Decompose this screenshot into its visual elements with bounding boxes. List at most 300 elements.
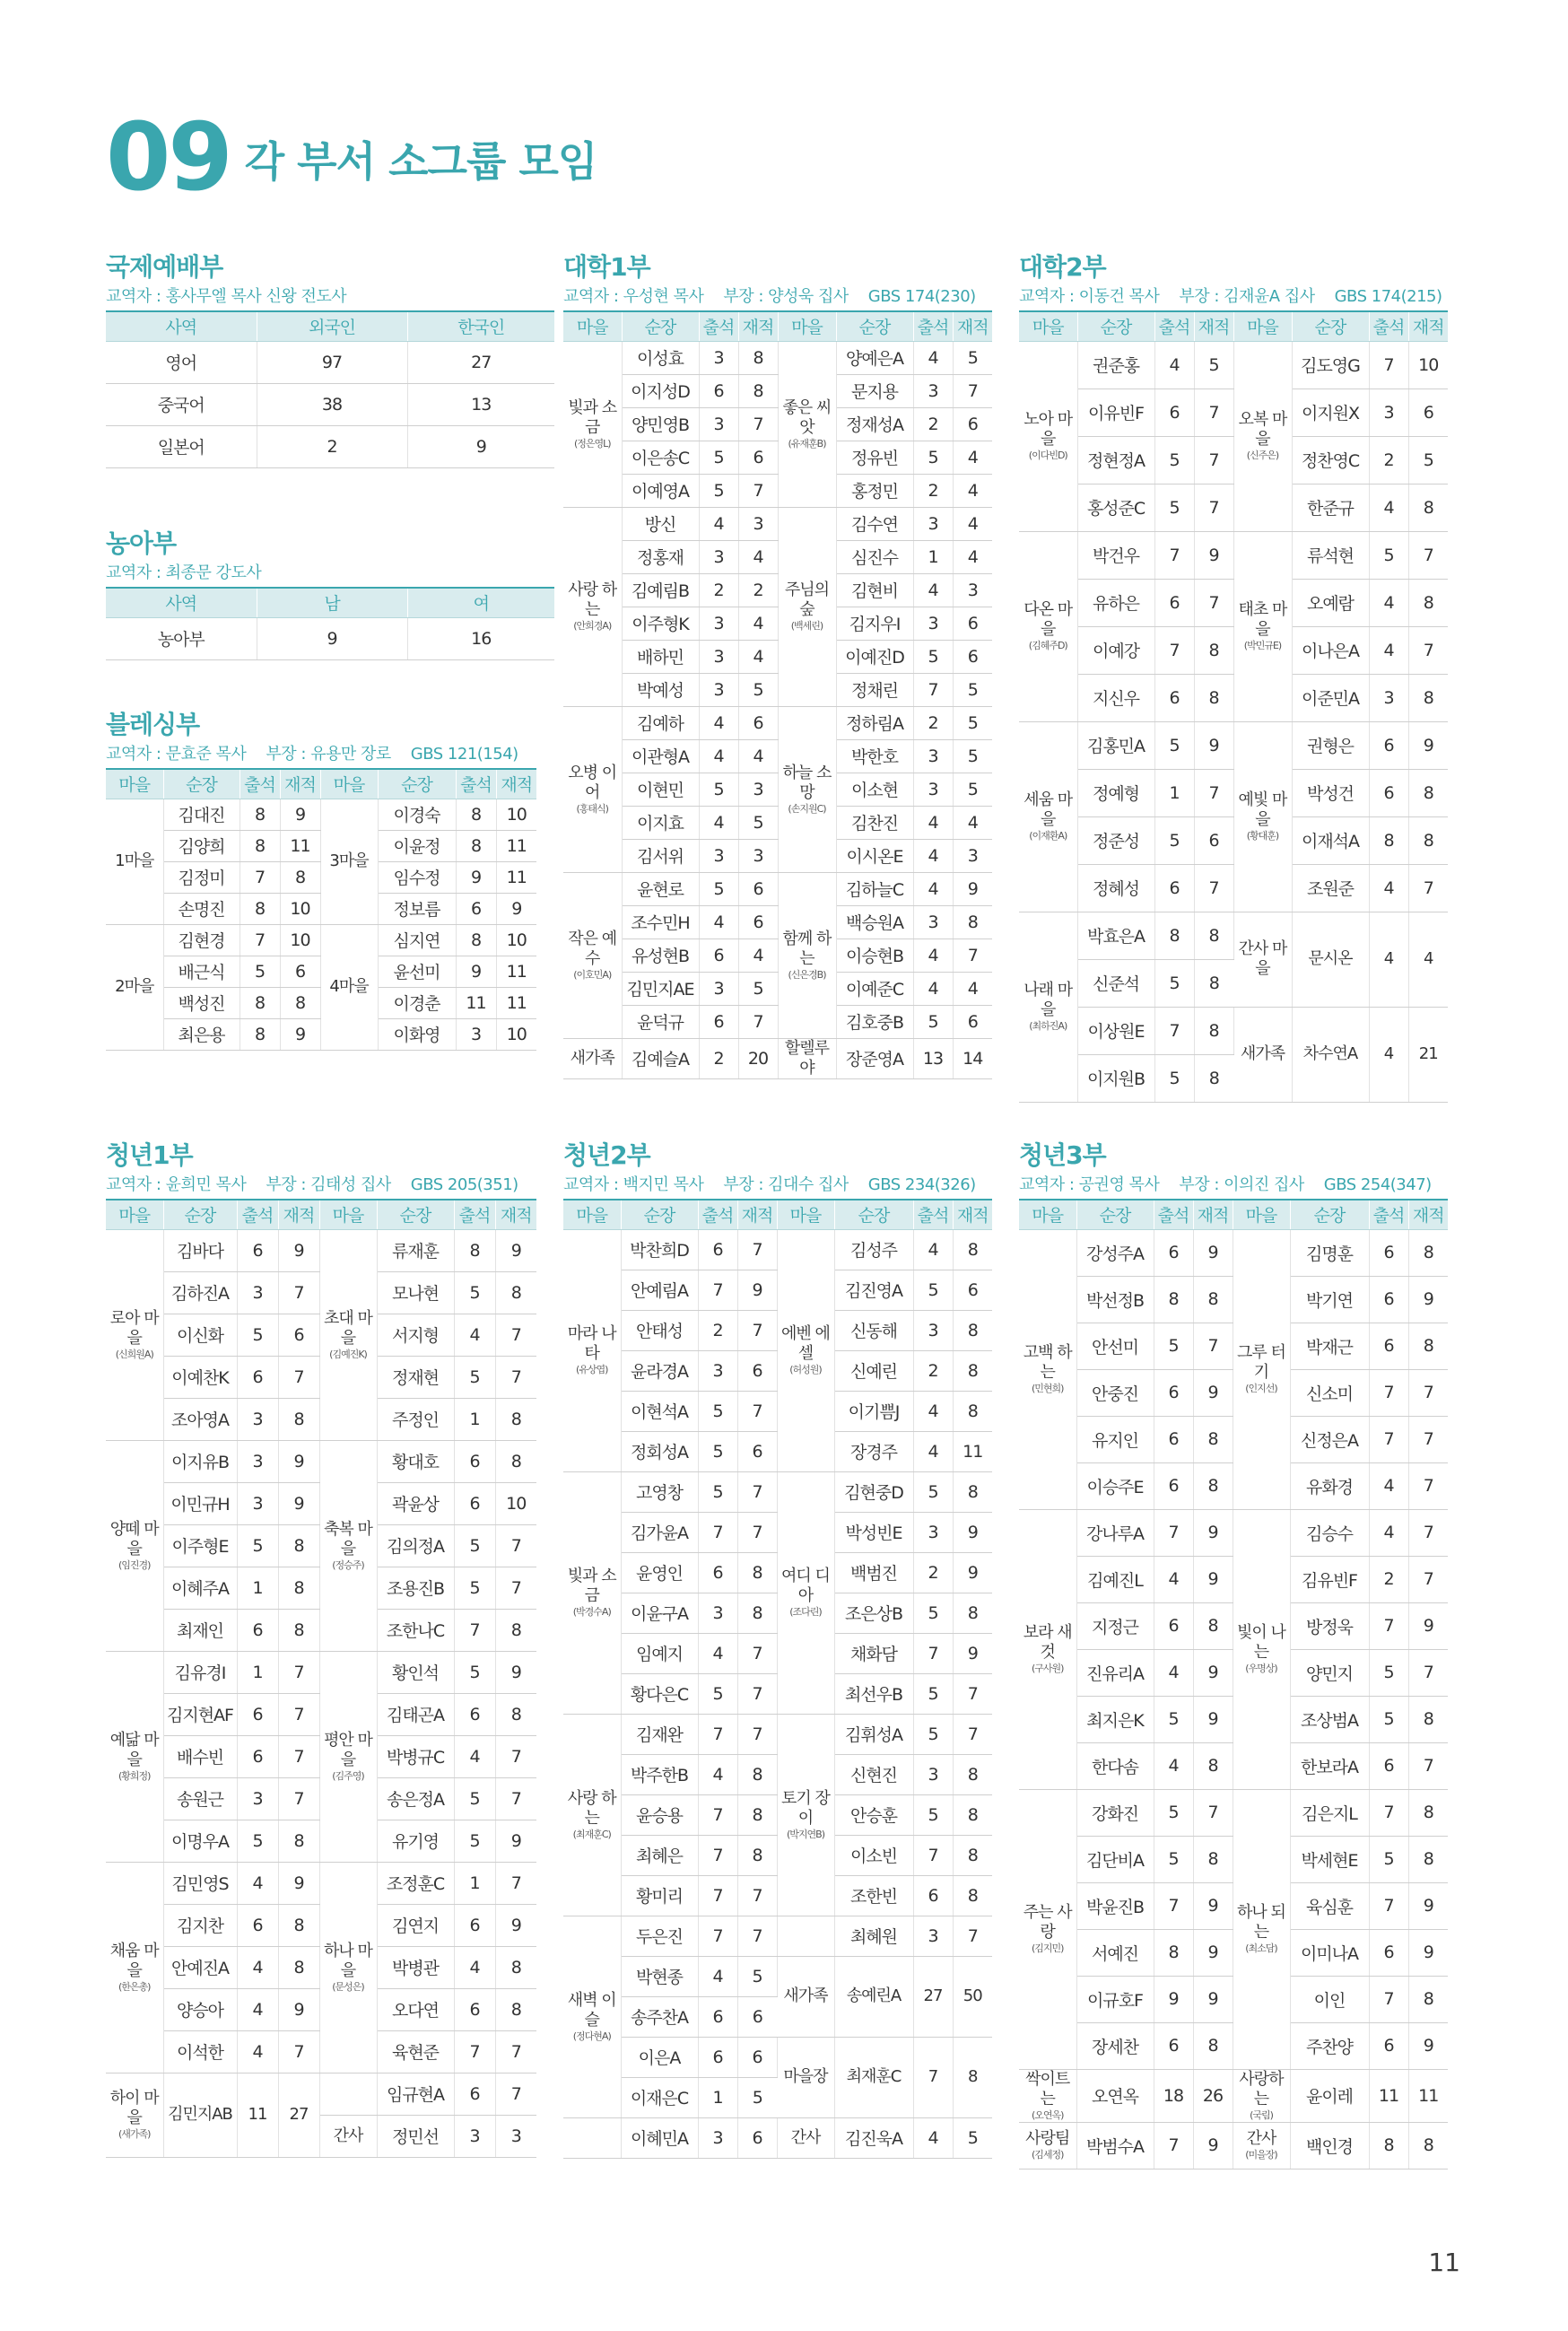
table-cell: 8 (1408, 816, 1448, 864)
table-cell: 7 (1408, 1509, 1448, 1556)
table-cell: 8 (240, 893, 280, 924)
group-name: 빛과 소금 (568, 397, 617, 437)
table-cell: 6 (237, 1609, 278, 1651)
table-cell: 3 (698, 2117, 737, 2158)
group-name-cell: 3마을 (320, 799, 378, 924)
group-name-cell (777, 1714, 834, 1916)
group-name-cell (563, 507, 622, 706)
table-cell: 김은지L (1290, 1789, 1369, 1836)
table-cell: 4 (699, 806, 738, 839)
table-cell: 배하민 (622, 640, 699, 673)
table-cell: 3 (699, 341, 738, 374)
table-cell: 김바다 (163, 1229, 237, 1271)
table-cell: 6 (953, 607, 992, 640)
table-cell: 8 (1194, 626, 1233, 674)
table-cell: 10 (496, 924, 536, 956)
table-row (563, 507, 992, 540)
table-cell: 7 (278, 1356, 319, 1398)
table-cell: 11 (496, 987, 536, 1018)
table-cell: 이예찬K (163, 1356, 237, 1398)
column-header: 마을 (778, 311, 836, 341)
staff-info: GBS 254(347) (1323, 1175, 1432, 1194)
table-cell: 이소현 (836, 773, 913, 806)
table-cell: 5 (737, 2077, 777, 2117)
table-cell: 11 (496, 956, 536, 987)
table-cell: 강화진 (1076, 1789, 1154, 1836)
section-staff (106, 560, 554, 587)
table-cell: 손명진 (163, 893, 240, 924)
table-cell: 4 (699, 706, 738, 739)
table-cell: 김유빈F (1290, 1556, 1369, 1602)
section-title: 국제예배부 (106, 252, 223, 282)
table-row (563, 706, 992, 739)
table-cell: 양승아 (163, 1988, 237, 2030)
table-cell: 이예준C (836, 972, 913, 1005)
table-cell: 김호중B (836, 1005, 913, 1038)
table-cell: 이윤구A (621, 1593, 698, 1633)
group-leader: (김혜주D) (1028, 640, 1067, 651)
table-cell: 5 (698, 1431, 737, 1471)
table-cell: 6 (454, 1482, 495, 1524)
group-name: 사랑팀 (1025, 2129, 1070, 2148)
table-cell: 8 (1194, 912, 1233, 959)
table-cell: 한보라A (1290, 1742, 1369, 1789)
group-name-cell: 새가족 (777, 1956, 834, 2037)
table-cell: 4 (454, 1735, 495, 1777)
table-cell: 김현경 (163, 924, 240, 956)
table-cell: 박선정B (1076, 1276, 1154, 1323)
group-leader: (박지연B) (786, 1828, 824, 1840)
column-header: 재적 (1193, 1200, 1233, 1229)
group-name: 함께 하는 (782, 929, 832, 968)
bless-section (106, 709, 545, 1051)
group-leader: (유상엽) (576, 1364, 608, 1375)
table-cell: 5 (1369, 1696, 1408, 1742)
group-leader: (구사원) (1032, 1663, 1064, 1674)
table-row (106, 341, 554, 383)
table-row (563, 2117, 992, 2158)
table-cell: 유성현B (622, 939, 699, 972)
group-name-cell (319, 1862, 377, 2073)
table-cell: 박예성 (622, 673, 699, 706)
table-row (106, 617, 554, 659)
group-leader: (정승주) (332, 1558, 364, 1571)
table-row (1019, 912, 1448, 959)
table-cell: 6 (698, 1229, 737, 1270)
table-cell: 8 (1408, 1789, 1448, 1836)
table-cell: 황인석 (377, 1651, 454, 1693)
table-cell: 3 (237, 1440, 278, 1482)
table-cell: 20 (738, 1038, 778, 1078)
table-cell: 8 (1369, 816, 1408, 864)
group-name: 그루 터기 (1237, 1343, 1285, 1382)
table-header-row (106, 769, 536, 799)
table-cell: 5 (953, 739, 992, 773)
table-cell: 4 (738, 939, 778, 972)
group-name-cell (778, 341, 836, 507)
table-cell: 8 (953, 1875, 992, 1916)
table-cell: 박성빈E (834, 1512, 913, 1552)
table-cell: 4 (913, 1391, 953, 1431)
table-cell: 육심훈 (1290, 1882, 1369, 1929)
group-name-cell (778, 872, 836, 1038)
table-cell: 조은상B (834, 1593, 913, 1633)
table-cell: 7 (1154, 1007, 1194, 1054)
table-cell: 이시온E (836, 839, 913, 872)
table-cell: 8 (495, 1946, 536, 1988)
table-cell: 9 (1193, 1696, 1233, 1742)
table-cell: 9 (1408, 2022, 1448, 2069)
table-cell: 8 (737, 1794, 777, 1835)
table-cell: 2 (699, 1038, 738, 1078)
table-cell: 26 (1193, 2069, 1233, 2122)
table-cell: 황미리 (621, 1875, 698, 1916)
table-cell: 5 (1154, 1696, 1193, 1742)
table-cell: 6 (738, 872, 778, 905)
table-cell: 5 (953, 706, 992, 739)
table-cell: 8 (495, 1988, 536, 2030)
table-cell: 이나은A (1292, 626, 1369, 674)
table-cell: 5 (699, 474, 738, 507)
table-cell: 이예진D (836, 640, 913, 673)
group-leader: (백세린) (790, 620, 823, 632)
column-header: 출석 (237, 1200, 278, 1229)
table-cell: 3 (699, 607, 738, 640)
table-cell: 9 (280, 799, 320, 830)
column-header: 사역 (106, 588, 257, 617)
table-cell: 두은진 (621, 1916, 698, 1956)
table-cell: 9 (1193, 1882, 1233, 1929)
table-cell: 7 (698, 1270, 737, 1310)
table-cell: 97 (257, 341, 407, 383)
column-header: 마을 (563, 1200, 621, 1229)
table-cell: 8 (454, 1229, 495, 1271)
table-cell: 5 (454, 1820, 495, 1862)
table-cell: 모나현 (377, 1271, 454, 1314)
table-cell: 4 (913, 1229, 953, 1270)
table-cell: 4 (454, 1946, 495, 1988)
table-cell: 7 (913, 673, 953, 706)
table-cell: 6 (738, 706, 778, 739)
table-cell: 6 (953, 1270, 992, 1310)
table-cell: 9 (456, 861, 496, 893)
staff-info: 교역자 : 윤희민 목사 (106, 1175, 247, 1194)
table-cell: 6 (1154, 1462, 1193, 1509)
table-cell: 농아부 (106, 617, 257, 659)
staff-info: 부장 : 김태성 집사 (266, 1175, 391, 1194)
table-cell: 8 (1369, 2122, 1408, 2169)
youth2-section (563, 1139, 992, 2159)
table-cell: 주정인 (377, 1398, 454, 1440)
table-cell: 9 (1193, 1649, 1233, 1696)
table-cell: 4 (237, 2030, 278, 2073)
group-name-cell (1233, 341, 1292, 531)
table-cell: 김현비 (836, 573, 913, 607)
table-cell: 박범수A (1076, 2122, 1154, 2169)
table-cell: 정회성A (621, 1431, 698, 1471)
table-cell: 2 (913, 407, 953, 441)
group-leader: (신은경B) (788, 968, 826, 981)
group-name-cell (106, 1440, 163, 1651)
table-cell: 이재석A (1292, 816, 1369, 864)
group-name: 세움 마을 (1024, 790, 1073, 829)
table-cell: 이규호F (1076, 1976, 1154, 2022)
table-cell: 3 (913, 374, 953, 407)
table-cell: 6 (737, 2037, 777, 2077)
table-cell: 8 (1408, 1836, 1448, 1882)
group-name-cell (563, 1916, 621, 2117)
table-cell: 5 (953, 2117, 992, 2158)
table-cell: 4 (698, 1754, 737, 1794)
group-name-cell (1233, 2069, 1290, 2122)
table-cell: 9 (257, 617, 407, 659)
table-cell: 안선미 (1076, 1323, 1154, 1369)
table-cell: 7 (1194, 769, 1233, 816)
table-cell: 9 (1193, 2122, 1233, 2169)
column-header: 출석 (1154, 1200, 1193, 1229)
table-cell: 6 (1369, 1229, 1408, 1276)
group-name-cell (106, 1229, 163, 1440)
table-cell: 김성주 (834, 1229, 913, 1270)
table-cell: 1 (698, 2077, 737, 2117)
table-cell: 김의정A (377, 1524, 454, 1567)
table-cell: 최은용 (163, 1018, 240, 1050)
table-cell: 7 (278, 1651, 319, 1693)
group-name: 주님의 숲 (784, 581, 830, 619)
table-cell: 5 (1154, 1789, 1193, 1836)
table-cell: 9 (1194, 721, 1233, 769)
table-cell: 4 (913, 839, 953, 872)
column-header: 순장 (163, 769, 240, 799)
group-leader: (이호민A) (573, 968, 612, 981)
group-leader: (손지원C) (788, 802, 826, 815)
table-cell: 5 (237, 1314, 278, 1356)
section-title: 청년1부 (106, 1140, 193, 1170)
column-header: 재적 (1408, 311, 1448, 341)
group-table (1019, 1199, 1448, 2169)
table-cell: 7 (1369, 1369, 1408, 1416)
group-name-cell (777, 1471, 834, 1714)
table-cell: 7 (1154, 531, 1194, 579)
column-header: 마을 (106, 1200, 163, 1229)
table-cell: 7 (1154, 626, 1194, 674)
table-cell: 6 (698, 1552, 737, 1593)
group-name: 평안 마을 (324, 1730, 372, 1769)
table-cell: 5 (913, 441, 953, 474)
group-name-cell (563, 1714, 621, 1916)
table-cell: 이민규H (163, 1482, 237, 1524)
table-cell: 7 (698, 1714, 737, 1754)
table-cell: 정현정A (1077, 436, 1154, 484)
column-header: 순장 (1290, 1200, 1369, 1229)
table-cell: 7 (698, 1875, 737, 1916)
column-header: 출석 (913, 1200, 953, 1229)
table-row (563, 1714, 992, 1754)
table-cell: 8 (737, 1593, 777, 1633)
group-leader: (인지선) (1245, 1383, 1277, 1394)
table-cell: 황다은C (621, 1673, 698, 1714)
table-cell: 8 (1408, 674, 1448, 721)
table-cell: 유기영 (377, 1820, 454, 1862)
column-header: 출석 (913, 311, 953, 341)
table-cell: 김수연 (836, 507, 913, 540)
table-cell: 백인경 (1290, 2122, 1369, 2169)
section-staff (1019, 1172, 1448, 1199)
table-cell: 7 (1369, 1976, 1408, 2022)
table-cell: 2 (738, 573, 778, 607)
group-name: 다온 마을 (1024, 600, 1073, 639)
table-cell: 7 (737, 1391, 777, 1431)
table-row (563, 1471, 992, 1512)
table-cell: 장준영A (836, 1038, 913, 1078)
table-cell: 8 (495, 1271, 536, 1314)
table-cell: 신소미 (1290, 1369, 1369, 1416)
youth3-section (1019, 1139, 1448, 2169)
group-name-cell (563, 706, 622, 872)
group-name: 태초 마을 (1238, 600, 1287, 639)
table-cell: 김지우I (836, 607, 913, 640)
table-cell: 4 (953, 474, 992, 507)
staff-info: 부장 : 이의진 집사 (1179, 1175, 1304, 1194)
group-name-cell (1019, 341, 1077, 531)
column-header: 마을 (320, 769, 378, 799)
table-cell: 9 (1193, 1229, 1233, 1276)
table-cell: 진유리A (1076, 1649, 1154, 1696)
column-header: 출석 (456, 769, 496, 799)
table-cell: 정준성 (1077, 816, 1154, 864)
table-row (1019, 2122, 1448, 2169)
group-leader: (허성원) (789, 1364, 822, 1375)
group-name: 고백 하는 (1023, 1343, 1072, 1382)
table-cell: 김연지 (377, 1904, 454, 1946)
group-leader: (미을장) (1245, 2149, 1277, 2161)
table-cell: 9 (280, 1018, 320, 1050)
table-cell: 7 (495, 2073, 536, 2115)
table-cell: 윤현로 (622, 872, 699, 905)
table-cell: 이재은C (621, 2077, 698, 2117)
table-cell: 3 (699, 640, 738, 673)
group-name-cell: 8 (953, 2037, 992, 2117)
table-cell: 3 (913, 773, 953, 806)
table-cell: 6 (237, 1229, 278, 1271)
group-leader: (한은총) (118, 1980, 151, 1993)
table-cell: 김휘성A (834, 1714, 913, 1754)
group-name-cell: 4마을 (320, 924, 378, 1050)
table-cell: 9 (495, 1229, 536, 1271)
table-row (106, 1229, 536, 1271)
table-cell: 김민지AE (622, 972, 699, 1005)
table-cell: 7 (737, 1512, 777, 1552)
table-cell: 박주한B (621, 1754, 698, 1794)
group-name: 하늘 소망 (782, 763, 832, 802)
table-cell: 최지은K (1076, 1696, 1154, 1742)
table-cell: 류석현 (1292, 531, 1369, 579)
table-row (563, 341, 992, 374)
table-cell: 정홍재 (622, 540, 699, 573)
group-name-cell (106, 1651, 163, 1862)
group-leader: (정다현A) (572, 2030, 611, 2042)
group-name: 작은 예수 (568, 929, 617, 968)
table-cell: 8 (1408, 769, 1448, 816)
table-cell: 8 (1408, 1696, 1448, 1742)
group-name: 초대 마을 (324, 1308, 372, 1348)
table-cell: 박윤진B (1076, 1882, 1154, 1929)
group-leader: (김예진K) (329, 1348, 367, 1360)
table-cell: 6 (237, 1735, 278, 1777)
table-cell: 8 (1408, 1323, 1448, 1369)
table-cell: 4 (738, 739, 778, 773)
table-cell: 5 (913, 1673, 953, 1714)
group-name-cell (778, 507, 836, 706)
group-name-cell (563, 1229, 621, 1471)
table-cell: 10 (280, 893, 320, 924)
group-leader: (신주은) (1246, 450, 1279, 461)
table-cell: 4 (237, 1946, 278, 1988)
table-cell: 정재현 (377, 1356, 454, 1398)
column-header: 사역 (106, 311, 257, 341)
group-name-cell (1019, 531, 1077, 721)
group-name-cell: 새가족 (1233, 1007, 1292, 1102)
group-table (1019, 310, 1448, 1103)
table-cell: 9 (495, 1820, 536, 1862)
table-cell: 윤승용 (621, 1794, 698, 1835)
intl-section (106, 251, 554, 468)
table-cell: 3 (953, 573, 992, 607)
table-cell: 김가윤A (621, 1512, 698, 1552)
table-cell: 7 (1408, 1369, 1448, 1416)
table-cell: 4 (953, 540, 992, 573)
table-cell: 6 (1369, 2022, 1408, 2069)
table-cell: 3 (237, 1398, 278, 1440)
group-leader: (황희정) (118, 1769, 151, 1782)
table-cell: 서지형 (377, 1314, 454, 1356)
table-cell: 윤영인 (621, 1552, 698, 1593)
group-name: 채움 마을 (109, 1941, 159, 1980)
table-cell: 6 (1154, 1416, 1193, 1462)
table-cell: 권형은 (1292, 721, 1369, 769)
table-cell: 5 (454, 1356, 495, 1398)
staff-info: 교역자 : 백지민 목사 (563, 1175, 704, 1194)
table-cell: 9 (953, 1552, 992, 1593)
table-cell: 8 (953, 1229, 992, 1270)
column-header: 재적 (953, 311, 992, 341)
column-header: 마을 (1019, 1200, 1076, 1229)
table-cell: 9 (1193, 1929, 1233, 1976)
table-cell: 6 (1154, 1229, 1193, 1276)
table-cell: 3 (738, 839, 778, 872)
group-table (106, 587, 554, 660)
table-cell: 9 (495, 1651, 536, 1693)
table-cell: 이은송C (622, 441, 699, 474)
table-row (563, 1038, 992, 1078)
table-cell: 5 (913, 1005, 953, 1038)
group-name-cell (1233, 1789, 1290, 2069)
group-name-cell: 2마을 (106, 924, 163, 1050)
table-cell: 7 (737, 1229, 777, 1270)
table-cell: 김찬진 (836, 806, 913, 839)
table-cell: 2 (699, 573, 738, 607)
table-cell: 김예하 (622, 706, 699, 739)
table-cell: 18 (1154, 2069, 1193, 2122)
group-leader: (문성은) (332, 1980, 364, 1993)
table-cell: 10 (1408, 341, 1448, 388)
univ2-section (1019, 251, 1448, 1103)
table-cell: 6 (698, 2037, 737, 2077)
table-cell: 조한나C (377, 1609, 454, 1651)
table-cell: 7 (240, 861, 280, 893)
youth1-section (106, 1139, 545, 2158)
table-cell: 5 (698, 1391, 737, 1431)
